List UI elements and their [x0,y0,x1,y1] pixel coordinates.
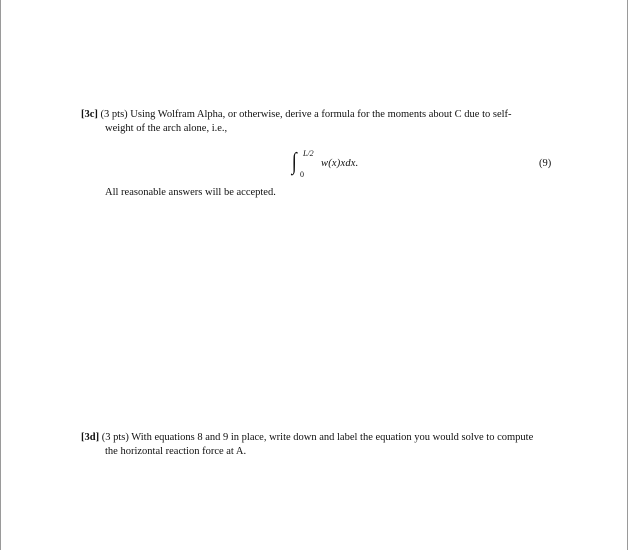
lower-limit: 0 [300,170,304,179]
question-3c-text-line2: weight of the arch alone, i.e., [105,123,228,134]
question-3d [81,431,556,459]
question-3c-label: [3c] [81,109,98,120]
question-3d-text-line2: the horizontal reaction force at A. [105,446,247,457]
upper-limit: L/2 [303,149,314,158]
integral-sign: ∫ [291,149,297,175]
integral-equation [291,148,561,188]
question-3c [81,108,556,136]
question-3d-label: [3d] [81,432,100,443]
answers-note: All reasonable answers will be accepted. [105,187,276,198]
equation-number: (9) [539,158,552,169]
question-3c-text-line1: (3 pts) Using Wolfram Alpha, or otherwise, derive a formula for the moments about C due to self- [100,109,512,120]
question-3d-text-line1: (3 pts) With equations 8 and 9 in place, write down and label the equation you would solve to compute [101,432,534,443]
integrand: w(x)xdx. [321,158,359,169]
